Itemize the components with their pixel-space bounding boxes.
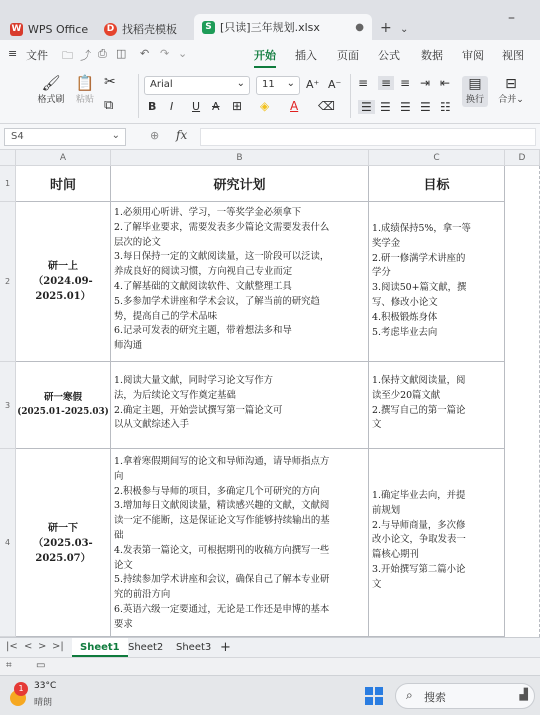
goal-line: 前规划: [372, 504, 401, 516]
font-name-value: Arial: [150, 79, 173, 90]
plan-line: 以从文献综述入手: [114, 419, 190, 431]
goal-line: 改小论文，争取发表一: [372, 534, 466, 546]
notification-badge: 1: [14, 682, 28, 696]
plan-line: 养成良好的阅读习惯，方向视自己专业而定: [114, 266, 293, 278]
plan-cell-row3[interactable]: [111, 362, 369, 449]
save-icon[interactable]: 🗀: [62, 49, 73, 62]
format-painter-button[interactable]: [36, 74, 66, 105]
strikethrough-button[interactable]: A: [212, 100, 220, 113]
row-header-1[interactable]: 1: [0, 166, 16, 202]
plan-line: 4.了解基础的文献阅读软件、文献整理工具: [114, 280, 292, 292]
tab-label: 找稻壳模板: [122, 23, 177, 36]
goal-line: 篇核心期刊: [372, 549, 419, 561]
bold-button[interactable]: B: [148, 100, 157, 113]
zoom-icon[interactable]: ⊕: [150, 129, 160, 142]
font-name-select[interactable]: [144, 76, 250, 95]
tab-label: WPS Office: [28, 22, 89, 36]
justify-icon[interactable]: ☰: [420, 100, 431, 114]
windows-start-icon[interactable]: [365, 687, 383, 705]
time-cell-row2[interactable]: [16, 202, 111, 362]
header-cell-goal[interactable]: 目标: [369, 166, 505, 202]
menu-insert[interactable]: 插入: [295, 49, 317, 62]
plan-line: 4.发表第一篇论文，可根据期刊的收稿方向撰写一些: [114, 544, 330, 556]
plan-line: 师沟通: [114, 340, 143, 352]
ribbon-menu-bar: [0, 40, 540, 68]
font-size-value: 11: [262, 79, 275, 90]
temperature-text: 33°C: [34, 681, 57, 691]
time-line: (2025.01-2025.03): [17, 407, 109, 417]
time-cell-row3[interactable]: [16, 362, 111, 449]
sheet-tab-3[interactable]: Sheet3: [176, 642, 212, 653]
align-left-icon[interactable]: ☰: [358, 100, 375, 114]
goal-cell-row4[interactable]: [369, 449, 505, 637]
time-line: （2025.03-: [33, 538, 93, 549]
goal-line: 2.研一修满学术讲座的: [372, 252, 466, 264]
decrease-font-icon[interactable]: A⁻: [328, 78, 342, 91]
file-menu[interactable]: 文件: [26, 49, 48, 62]
menu-review[interactable]: 审阅: [462, 49, 484, 62]
align-right-icon[interactable]: ☰: [400, 100, 411, 114]
close-tab-icon[interactable]: ●: [355, 21, 364, 33]
tab-wps-office[interactable]: [10, 18, 88, 40]
column-header-b[interactable]: B: [111, 150, 369, 166]
function-icon[interactable]: fx: [176, 128, 188, 142]
new-tab-button[interactable]: +: [380, 20, 392, 36]
row-header-2[interactable]: 2: [0, 202, 16, 362]
undo-icon[interactable]: ↶: [140, 47, 150, 60]
plan-line: 3.增加每日文献阅读量，精读感兴趣的文献，文献阅: [114, 500, 330, 512]
plan-line: 势，提高自己的学术品味: [114, 310, 218, 322]
goal-cell-row3[interactable]: [369, 362, 505, 449]
goal-line: 奖学金: [372, 237, 401, 249]
print-icon[interactable]: ⎙: [98, 47, 107, 60]
plan-line: 2.确定主题，开始尝试撰写第一篇论文可: [114, 404, 283, 416]
menu-data[interactable]: 数据: [421, 49, 443, 62]
menu-page[interactable]: 页面: [337, 49, 359, 62]
fill-color-icon[interactable]: ◈: [260, 99, 270, 113]
distribute-icon[interactable]: ☷: [440, 100, 451, 114]
minimize-icon[interactable]: –: [508, 10, 515, 26]
plan-line: 础: [114, 529, 124, 541]
column-header-a[interactable]: A: [16, 150, 111, 166]
column-header-c[interactable]: C: [369, 150, 505, 166]
font-color-icon[interactable]: A: [290, 99, 299, 113]
next-sheet-icon[interactable]: >: [38, 641, 47, 652]
tab-spreadsheet-file[interactable]: [194, 14, 372, 40]
hamburger-menu-icon[interactable]: ≡: [8, 47, 18, 60]
wrap-text-icon: ▤: [468, 76, 482, 92]
tab-docer-templates[interactable]: [104, 18, 177, 40]
macro-record-icon[interactable]: ⌗: [6, 660, 12, 671]
goal-line: 2.撰写自己的第一篇论: [372, 404, 466, 416]
goal-line: 读至少20篇文献: [372, 389, 441, 401]
cut-icon[interactable]: ✂: [104, 74, 116, 90]
time-line: （2024.09-: [33, 276, 93, 287]
time-line: 研一寒假: [43, 392, 82, 403]
search-label: 搜索: [424, 691, 446, 704]
paste-label: 粘贴: [75, 95, 94, 105]
plan-line: 向: [114, 470, 124, 482]
time-line: 2025.07）: [35, 553, 91, 564]
cell-reference-value: S4: [11, 131, 24, 142]
plan-line: 3.每日保持一定的文献阅读量，这一阶段可以泛读，: [114, 251, 330, 263]
align-center-icon[interactable]: ☰: [380, 100, 391, 114]
sheet-tab-1[interactable]: Sheet1: [72, 638, 128, 657]
plan-cell-row4[interactable]: [111, 449, 369, 637]
goal-line: 1.确定毕业去向，并提: [372, 490, 466, 501]
indent-icon[interactable]: ⇥: [420, 76, 431, 90]
plan-line: 2.了解毕业要求，需要发表多少篇论文需要发表什么: [114, 221, 330, 233]
plan-line: 1.拿着寒假期间写的论文和导师沟通，请导师指点方: [114, 456, 330, 467]
time-cell-row4[interactable]: [16, 449, 111, 637]
goal-cell-row2[interactable]: [369, 202, 505, 362]
menu-formula[interactable]: 公式: [378, 49, 400, 62]
plan-line: 6.英语六级一定要通过，无论是工作还是申博的基本: [114, 603, 330, 615]
row-header-3[interactable]: 3: [0, 362, 16, 449]
sheet-tab-bar: [0, 637, 540, 657]
plan-line: 6.记录可发表的研究主题，带着想法多和导: [114, 325, 292, 337]
format-painter-label: 格式刷: [37, 95, 65, 105]
windows-taskbar: [0, 675, 540, 715]
menu-home[interactable]: 开始: [254, 49, 276, 62]
menu-view[interactable]: 视图: [502, 49, 524, 62]
docer-icon: D: [104, 23, 117, 36]
wrap-text-button[interactable]: [462, 76, 488, 107]
goal-line: 文: [372, 578, 382, 590]
weather-text: 晴朗: [34, 698, 53, 708]
row-header-4[interactable]: 4: [0, 449, 16, 637]
outdent-icon[interactable]: ⇤: [440, 76, 451, 90]
cell-reference-box[interactable]: [4, 128, 126, 146]
goal-line: 1.成绩保持5%，拿一等: [372, 223, 471, 234]
goal-line: 4.积极锻炼身体: [372, 311, 438, 323]
time-line: 2025.01）: [35, 291, 91, 302]
plan-line: 层次的论文: [114, 236, 161, 248]
clear-format-icon[interactable]: ⌫: [318, 99, 335, 113]
goal-line: 1.保持文献阅读量，阅: [372, 375, 466, 386]
toolbar-divider: [138, 74, 139, 118]
chevron-down-icon: ⌄: [236, 78, 245, 89]
spreadsheet-icon: S: [202, 21, 215, 34]
font-size-select[interactable]: [256, 76, 300, 95]
align-bottom-icon[interactable]: ≡: [400, 76, 411, 90]
goal-line: 2.与导师商量，多次修: [372, 519, 466, 531]
status-toggle-icon[interactable]: ▭: [36, 660, 46, 671]
tab-label: [只读]三年规划.xlsx: [220, 21, 320, 34]
first-sheet-icon[interactable]: |<: [6, 641, 18, 652]
goal-line: 5.考虑毕业去向: [372, 326, 438, 338]
more-chevron-icon[interactable]: ⌄: [178, 47, 188, 60]
plan-line: 法，为后续论文写作奠定基础: [114, 389, 236, 401]
goal-line: 写、修改小论文: [372, 296, 438, 308]
plan-line: 1.阅读大量文献，同时学习论文写作方: [114, 375, 273, 386]
plan-line: 读一定不能断，这是保证论文写作能够持续输出的基: [114, 515, 330, 527]
clipboard-icon: 📋: [75, 74, 95, 92]
plan-line: 要求: [114, 618, 133, 630]
sheet-tab-2[interactable]: Sheet2: [128, 642, 164, 653]
formula-bar: [0, 124, 540, 150]
plan-line: 5.持续参加学术讲座和会议，确保自己了解本专业研: [114, 574, 330, 586]
merge-label: 合并: [498, 95, 517, 105]
preview-icon[interactable]: ◫: [116, 47, 127, 60]
export-icon[interactable]: ⤴: [80, 49, 91, 62]
chevron-down-icon[interactable]: ⌄: [400, 24, 409, 35]
search-highlight-icon: ▟: [519, 688, 528, 701]
plan-line: 5.多参加学术讲座和学术会议，了解当前的研究趋: [114, 295, 320, 307]
time-line: 研一上: [48, 261, 78, 272]
merge-cells-button[interactable]: ⊟ 合并⌄: [494, 76, 528, 105]
goal-line: 文: [372, 419, 382, 431]
prev-sheet-icon[interactable]: <: [24, 641, 33, 652]
last-sheet-icon[interactable]: >|: [52, 641, 64, 652]
underline-button[interactable]: U: [192, 100, 201, 113]
select-all-corner[interactable]: [0, 150, 16, 166]
taskbar-search[interactable]: [395, 683, 535, 709]
wps-logo-icon: W: [11, 23, 22, 34]
italic-button[interactable]: I: [170, 100, 174, 113]
plan-line: 究的前沿方向: [114, 589, 171, 601]
column-header-d[interactable]: D: [505, 150, 540, 166]
header-cell-plan[interactable]: 研究计划: [111, 166, 369, 202]
status-bar: [0, 657, 540, 675]
spreadsheet-grid: [0, 150, 540, 637]
formula-input[interactable]: [200, 128, 536, 146]
paste-button[interactable]: [70, 74, 100, 105]
search-icon: ⌕: [406, 688, 413, 702]
plan-line: 2.积极参与导师的项目，多确定几个可研究的方向: [114, 485, 320, 497]
goal-line: 3.开始撰写第二篇小论: [372, 563, 466, 575]
chevron-down-icon: ⌄: [286, 78, 295, 89]
title-bar: [0, 0, 540, 40]
redo-icon[interactable]: ↷: [160, 47, 170, 60]
add-sheet-button[interactable]: +: [220, 640, 231, 655]
align-middle-icon[interactable]: ≡: [378, 76, 394, 90]
toolbar-divider: [350, 74, 351, 118]
ribbon-toolbar: [0, 68, 540, 124]
goal-line: 3.阅读50+篇文献，撰: [372, 282, 467, 294]
goal-line: 学分: [372, 267, 391, 279]
chevron-down-icon: ⌄: [111, 130, 120, 141]
align-top-icon[interactable]: ≡: [358, 76, 369, 90]
increase-font-icon[interactable]: A⁺: [306, 78, 320, 91]
time-line: 研一下: [48, 523, 78, 534]
plan-cell-row2[interactable]: [111, 202, 369, 362]
merge-cells-icon: ⊟: [505, 76, 517, 92]
header-cell-time[interactable]: 时间: [16, 166, 111, 202]
border-icon[interactable]: ⊞: [232, 99, 243, 113]
brush-icon: 🖌: [41, 74, 61, 92]
wrap-text-label: 换行: [465, 95, 484, 105]
plan-line: 1.必须用心听讲、学习，一等奖学金必须拿下: [114, 207, 302, 218]
copy-icon[interactable]: ⧉: [104, 98, 114, 113]
plan-line: 论文: [114, 559, 133, 571]
